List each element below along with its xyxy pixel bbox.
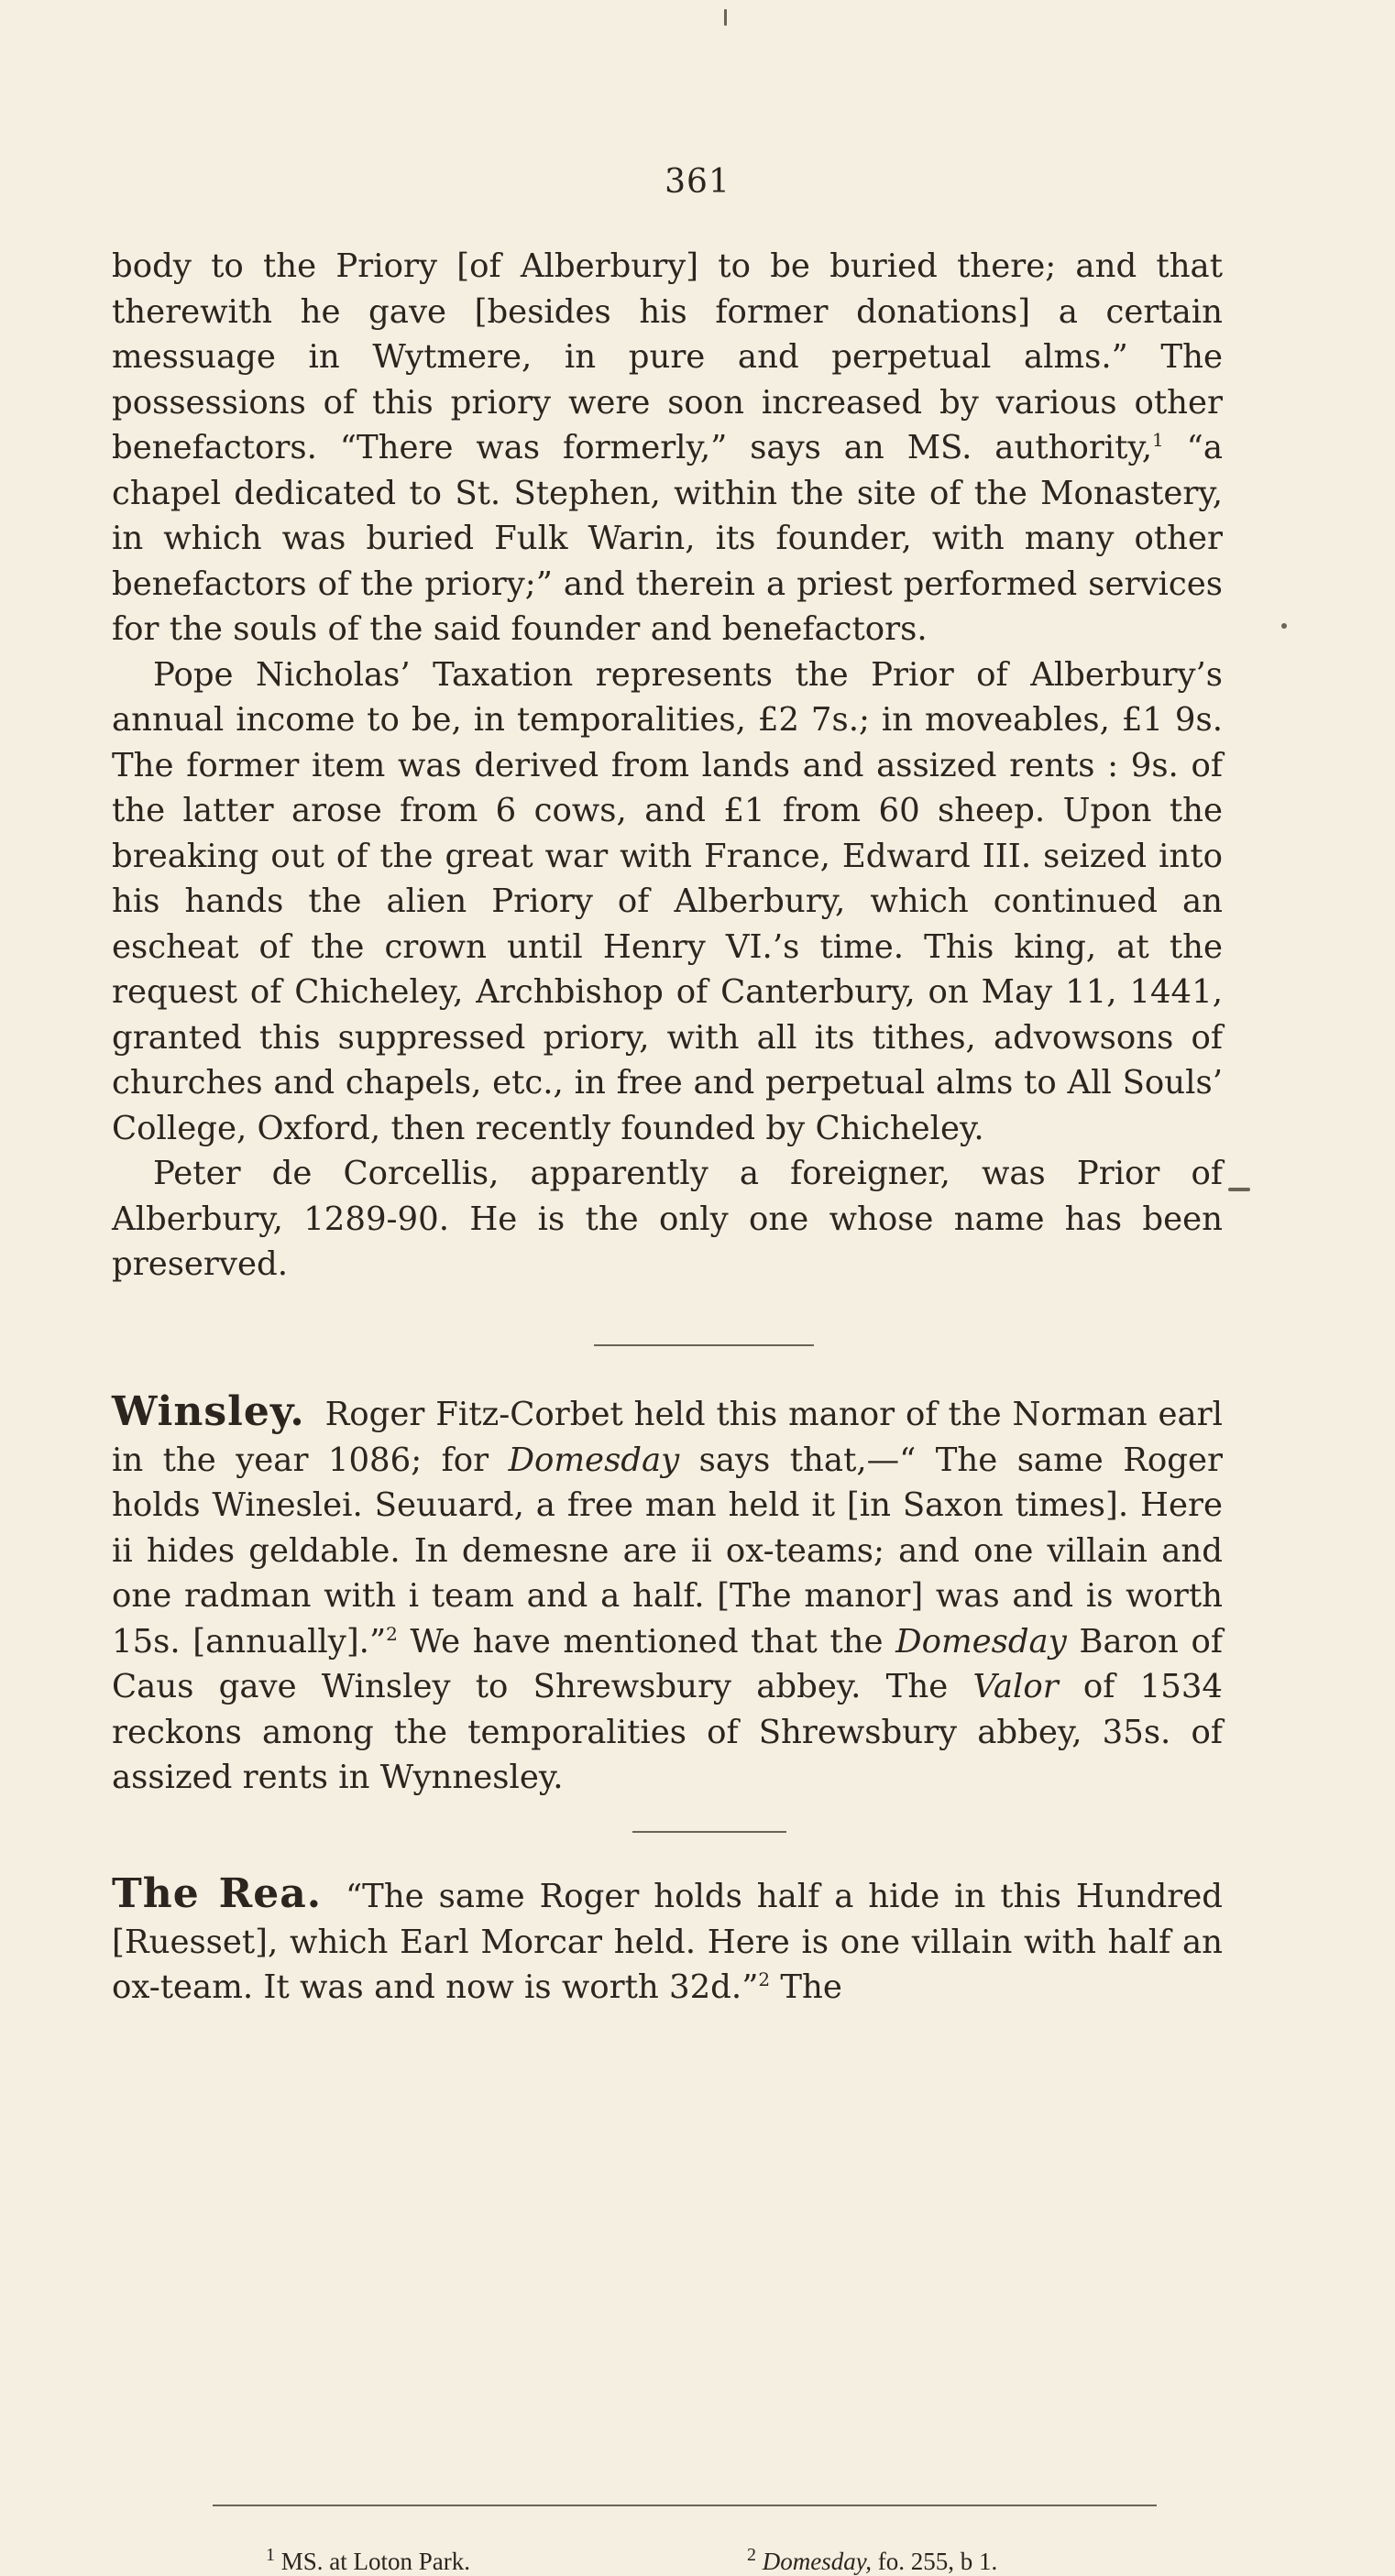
- footnote-1: [266, 2545, 470, 2576]
- priory-paragraph-2: Pope Nicholas’ Taxation represents the Prior of Alberbury’s annual income to be, in temporalities, £2 7s.; in moveables, £1 9s. The former item was derived from lands and assized rents : 9s. of the latter arose from 6 cows, and £1 from 60 sheep. Upon the breaking out of the great war with France, Edward III. seized into his hands the alien Priory of Alberbury, which continued an escheat of the crown until Henry VI.’s time. This king, at the request of Chicheley, Archbishop of Canterbury, on May 11, 1441, granted this suppressed priory, with all its tithes, advowsons of churches and chapels, etc., in free and perpetual alms to All Souls’ College, Oxford, then recently founded by Chicheley.: [112, 655, 1223, 1147]
- page-number: 361: [665, 163, 730, 201]
- text-run: The: [770, 1968, 842, 2006]
- rea-section: [112, 1871, 1223, 2011]
- text-run: of 1534 reckons among the temporalities of Shrewsbury abbey, 35s. of assized rents in Wynnesley.: [112, 1668, 1224, 1796]
- footnote-mark: 2: [747, 2545, 756, 2565]
- footnote-ref: 1: [1152, 429, 1164, 452]
- italic-term: Valor: [972, 1668, 1059, 1705]
- footnote-ref: 2: [758, 1968, 771, 1991]
- text-run: Roger Fitz-Corbet held this manor of the Norman earl in the year 1086; for: [112, 1396, 1223, 1479]
- section-heading-winsley: Winsley.: [112, 1388, 305, 1435]
- winsley-paragraph: [112, 1389, 1223, 1801]
- italic-term: Domesday: [508, 1441, 680, 1479]
- section-heading-rea: The Rea.: [112, 1870, 323, 1917]
- paper-speck: [724, 9, 727, 26]
- text-run: “The same Roger holds half a hide in this Hundred [Ruesset], which Earl Morcar held. Here is one villain with half an ox-team. It was and now is worth 32d.”: [112, 1878, 1224, 2006]
- paper-speck: [1228, 1188, 1250, 1191]
- text-run: Baron of Caus gave Winsley to Shrewsbury abbey. The: [112, 1622, 1223, 1705]
- priory-paragraph-3: Peter de Corcellis, apparently a foreigner, was Prior of Alberbury, 1289-90. He is the only one whose name has been preserved.: [112, 1155, 1223, 1283]
- footnote-mark: 1: [266, 2545, 275, 2565]
- section-divider: [594, 1344, 814, 1346]
- winsley-section: [112, 1389, 1223, 1801]
- text-run: says that,—“ The same Roger holds Wineslei. Seuuard, a free man held it [in Saxon times]. Here ii hides geldable. In demesne are ii ox-teams; and one villain and one radman with i team and a half. [The manor] was and is worth 15s. [annually].”: [112, 1441, 1224, 1661]
- footnote-text: fo. 255, b 1.: [871, 2548, 998, 2575]
- footnote-ref: 2: [386, 1622, 398, 1645]
- priory-section: [112, 244, 1223, 1288]
- text-run: We have mentioned that the: [397, 1622, 896, 1661]
- section-divider: [632, 1831, 786, 1833]
- text-run: body to the Priory [of Alberbury] to be buried there; and that therewith he gave [besides his former donations] a certain messuage in Wytmere, in pure and perpetual alms.” The possessions of this priory were soon increased by various other benefactors. “There was formerly,” says an MS. authority,: [112, 247, 1223, 466]
- footnote-text: MS. at Loton Park.: [275, 2548, 470, 2575]
- footnote-2: [747, 2545, 998, 2576]
- priory-paragraph-1: [112, 244, 1223, 652]
- italic-term: Domesday: [895, 1622, 1067, 1661]
- footnote-rule: [213, 2505, 1157, 2506]
- paper-speck: [1281, 623, 1287, 629]
- rea-paragraph: [112, 1871, 1223, 2011]
- footnote-italic: Domesday,: [762, 2548, 872, 2575]
- text-run: “a chapel dedicated to St. Stephen, within the site of the Monastery, in which was buried Fulk Warin, its founder, with many other benefactors of the priory;” and therein a priest performed services for the souls of the said founder and benefactors.: [112, 429, 1223, 648]
